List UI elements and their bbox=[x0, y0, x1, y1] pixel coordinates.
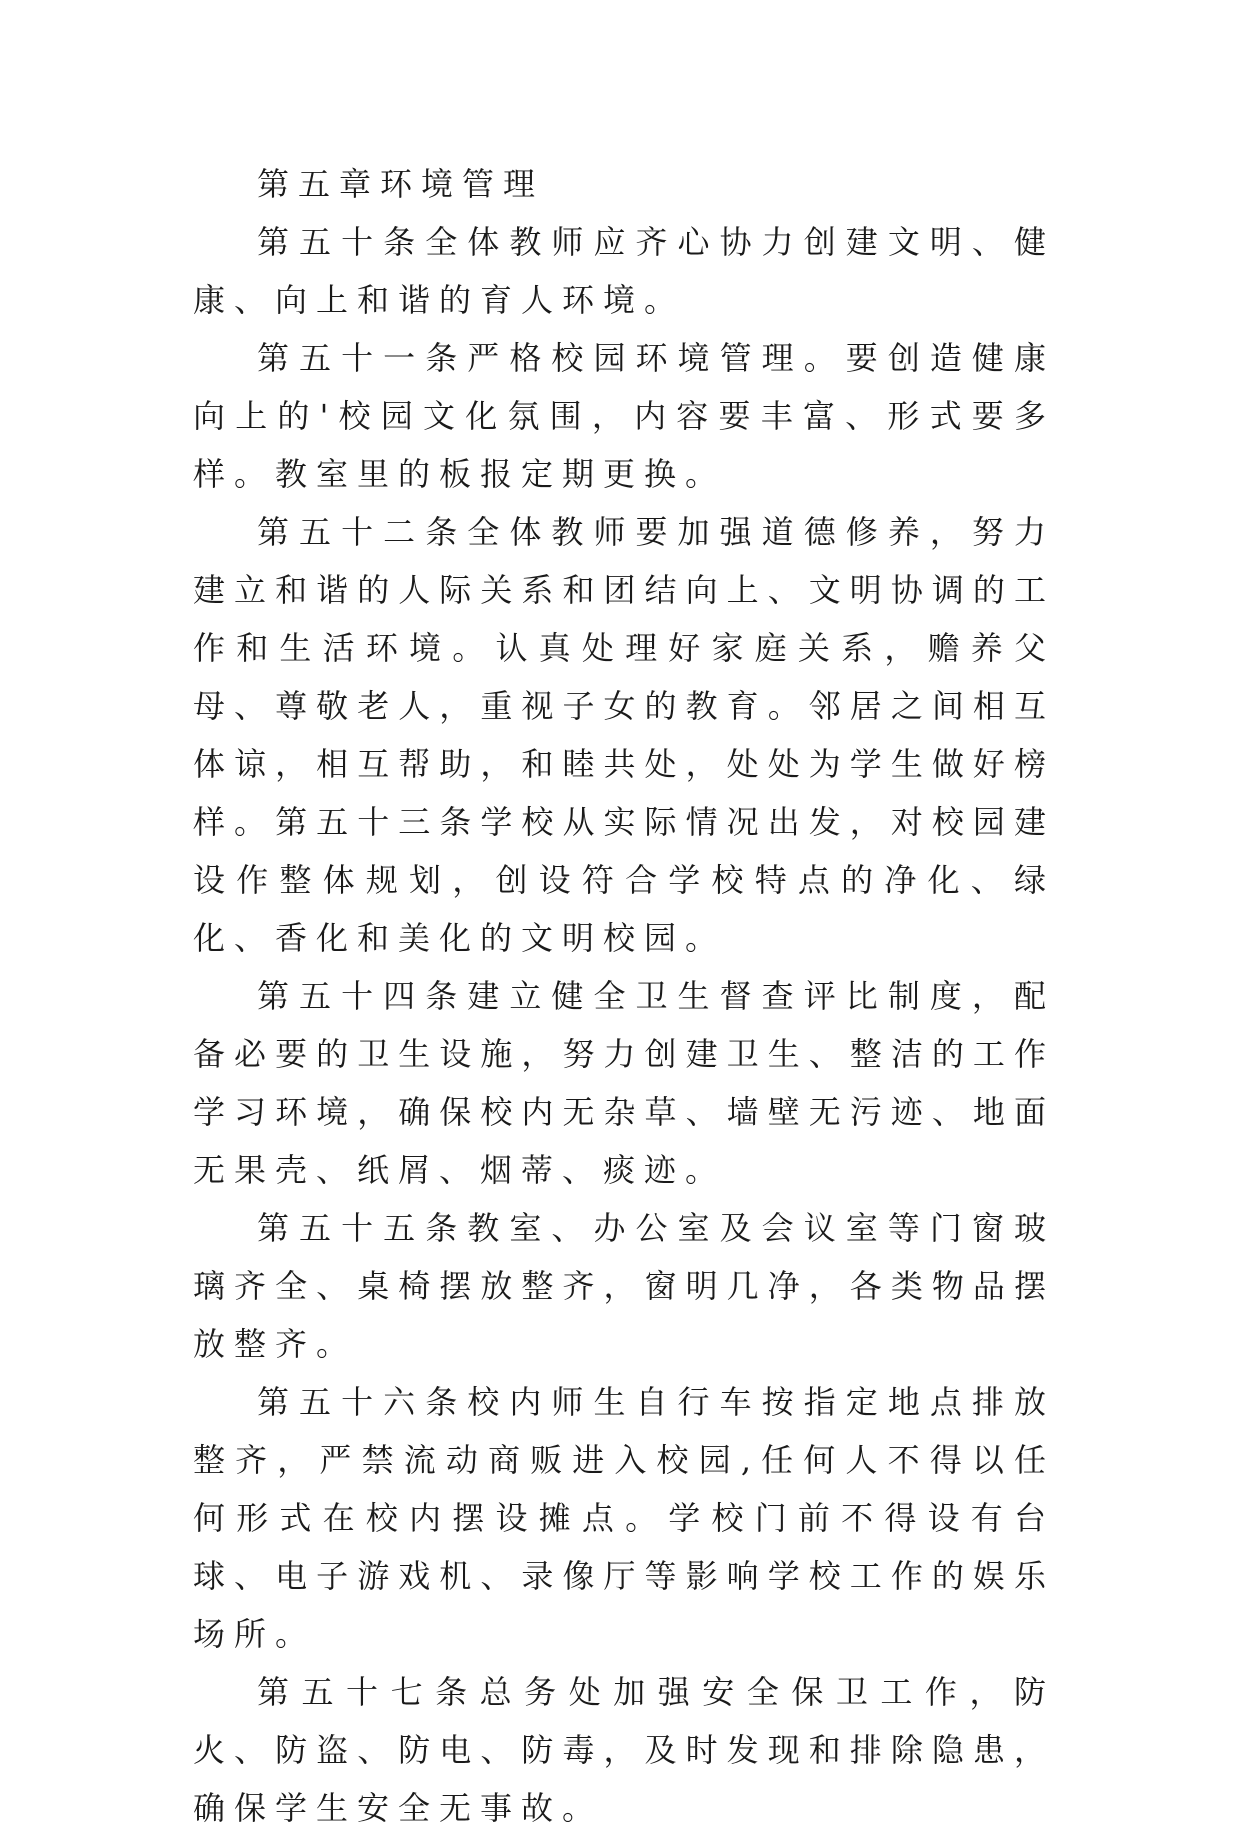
chapter-heading: 第五章环境管理 bbox=[257, 165, 545, 203]
document-body bbox=[193, 155, 1055, 1837]
article-50: 第五十条全体教师应齐心协力创建文明、健康、向上和谐的育人环境。 bbox=[193, 223, 1055, 319]
article-54: 第五十四条建立健全卫生督查评比制度，配备必要的卫生设施，努力创建卫生、整洁的工作学习环境，确保校内无杂草、墙壁无污迹、地面无果壳、纸屑、烟蒂、痰迹。 bbox=[193, 977, 1055, 1189]
article-57: 第五十七条总务处加强安全保卫工作，防火、防盗、防电、防毒，及时发现和排除隐患，确保学生安全无事故。 bbox=[193, 1673, 1055, 1827]
article-56: 第五十六条校内师生自行车按指定地点排放整齐，严禁流动商贩进入校园,任何人不得以任何形式在校内摆设摊点。学校门前不得设有台球、电子游戏机、录像厅等影响学校工作的娱乐场所。 bbox=[193, 1383, 1055, 1653]
article-51: 第五十一条严格校园环境管理。要创造健康向上的'校园文化氛围，内容要丰富、形式要多样。教室里的板报定期更换。 bbox=[193, 339, 1055, 493]
article-55: 第五十五条教室、办公室及会议室等门窗玻璃齐全、桌椅摆放整齐，窗明几净，各类物品摆放整齐。 bbox=[193, 1209, 1055, 1363]
article-52-53: 第五十二条全体教师要加强道德修养，努力建立和谐的人际关系和团结向上、文明协调的工作和生活环境。认真处理好家庭关系，赡养父母、尊敬老人，重视子女的教育。邻居之间相互体谅，相互帮助，和睦共处，处处为学生做好榜样。第五十三条学校从实际情况出发，对校园建设作整体规划，创设符合学校特点的净化、绿化、香化和美化的文明校园。 bbox=[193, 513, 1055, 957]
